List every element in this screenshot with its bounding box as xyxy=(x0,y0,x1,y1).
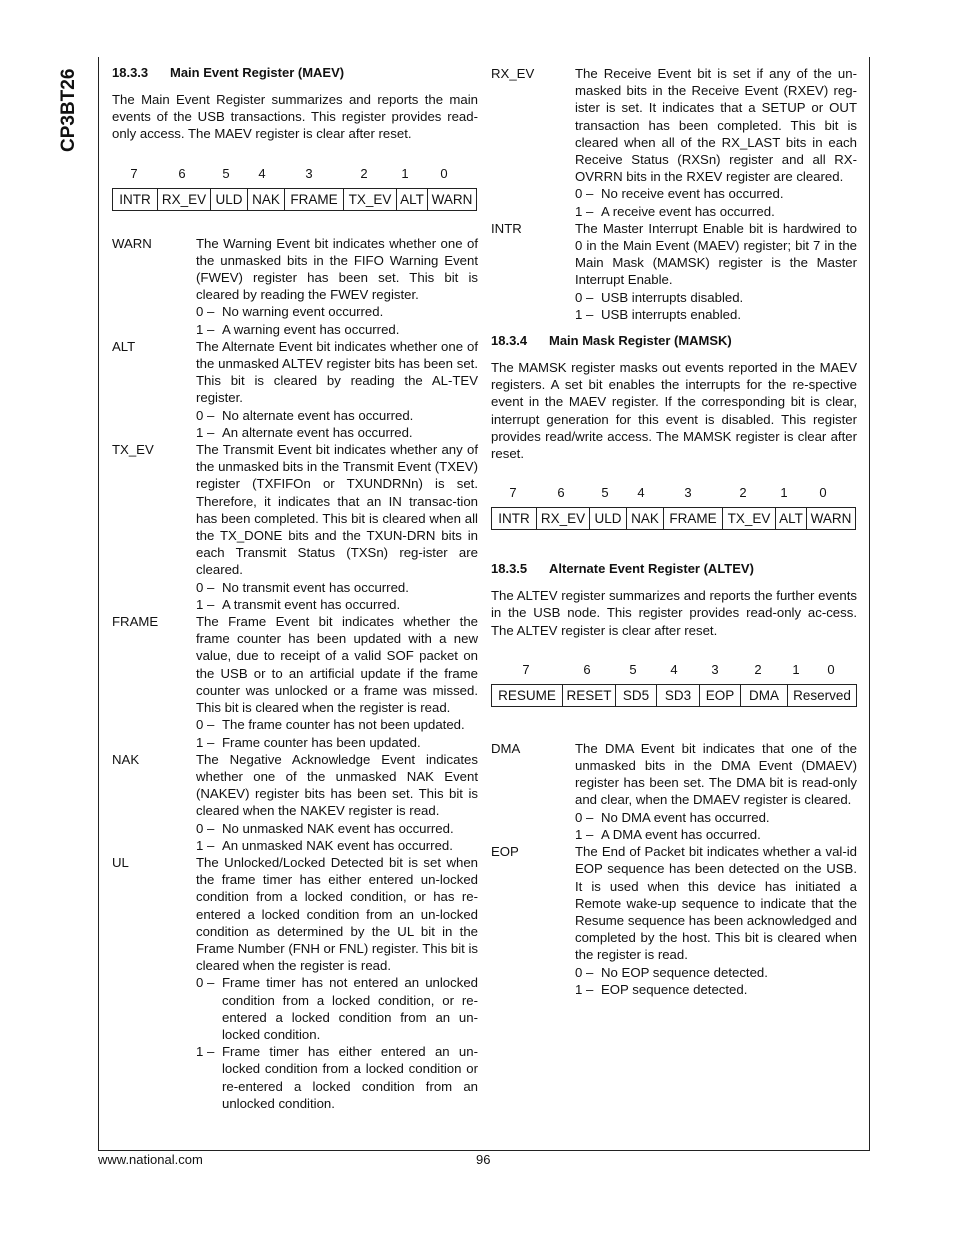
bit-value-option: 0 – USB interrupts disabled. xyxy=(575,289,744,305)
register-field: NAK xyxy=(627,508,664,530)
bit-value-option: 0 – No alternate event has occurred. xyxy=(196,407,414,423)
register-field: ALT xyxy=(397,188,428,210)
maev-heading: 18.3.3 Main Event Register (MAEV) xyxy=(112,65,345,80)
register-field: INTR xyxy=(492,508,537,530)
register-field: RESUME xyxy=(492,684,563,706)
bit-value-option: 1 – A DMA event has occurred. xyxy=(575,826,761,842)
maev-register-diagram xyxy=(112,165,478,211)
bit-name: TX_EV xyxy=(112,442,154,458)
register-field: ALT xyxy=(776,508,807,530)
bit-name: UL xyxy=(112,854,129,870)
bit-name: NAK xyxy=(112,751,140,767)
bit-number: 1 xyxy=(792,661,800,677)
bit-number: 4 xyxy=(258,165,266,181)
bit-number: 7 xyxy=(130,165,138,181)
bit-value-option: 0 – No EOP sequence detected. xyxy=(575,964,768,980)
register-field: RX_EV xyxy=(537,508,590,530)
register-field: RESET xyxy=(563,684,616,706)
bit-number: 4 xyxy=(637,485,645,501)
register-field: DMA xyxy=(741,684,788,706)
bit-definition xyxy=(112,854,478,1112)
register-field: TX_EV xyxy=(344,188,397,210)
bit-number: 7 xyxy=(509,485,517,501)
bit-description: The Warning Event bit indicates whether one of the unmasked bits in the FIFO Warning Event (FWEV) register has been set. This bit is cleared by reading the FWEV register. 0 – No warning event occurred. 1 – A warning event has occurred. xyxy=(196,235,478,337)
bit-number: 7 xyxy=(522,661,530,677)
bit-definition xyxy=(491,220,857,323)
altev-register-diagram xyxy=(491,661,857,707)
register-field: ULD xyxy=(211,188,248,210)
mamsk-intro: The MAMSK register masks out events reported in the MAEV registers. A set bit enables the interrupts for the re-spective event in the MAEV register. If the corresponding bit is clear, interrupt generation for this event is disabled. This register provides read/write access. The MAMSK register is clear after reset. xyxy=(491,360,857,462)
bit-number: 5 xyxy=(601,485,609,501)
mamsk-register-diagram xyxy=(491,484,857,530)
bit-description: The Negative Acknowledge Event indicates whether one of the unmasked NAK Event (NAKEV) register bits has been set. This bit is cleared when the NAKEV register is read. 0 – No unmasked NAK event has occurred. 1 – An unmasked NAK event has occurred. xyxy=(196,751,478,853)
mamsk-heading: 18.3.4 Main Mask Register (MAMSK) xyxy=(491,333,732,349)
bit-value-option: 0 – No warning event occurred. xyxy=(196,304,384,320)
bit-description: The Alternate Event bit indicates whether one of the unmasked ALTEV register bits has been set. This bit is cleared by reading the AL-TEV register. 0 – No alternate event has occurred. 1 – An alternate event has occurred. xyxy=(196,338,478,440)
register-field: FRAME xyxy=(285,188,344,210)
bit-description: The DMA Event bit indicates that one of the unmasked bits in the DMA Event (DMAEV) register has been set. The DMA bit is read-only and clear, when the DMAEV register is cleared. 0 – No DMA event has occurred. 1 – A DMA event has occurred. xyxy=(575,740,857,842)
bit-value-option: 1 – Frame timer has either entered an un-locked condition from a locked condition or re-entered a locked condition from an unlocked condition. xyxy=(196,1044,478,1111)
register-field: FRAME xyxy=(664,508,723,530)
bit-name: DMA xyxy=(491,740,521,756)
bit-value-option: 1 – EOP sequence detected. xyxy=(575,981,748,997)
bit-number: 2 xyxy=(360,165,368,181)
left-column xyxy=(112,65,478,1112)
bit-number: 3 xyxy=(684,485,692,501)
bit-description: The Frame Event bit indicates whether the frame counter has been updated with a new value, due to receipt of a valid SOF packet on the USB or to an artificial update if the frame counter was unlocked or a frame was missed. This bit is cleared when the register is read. 0 – The frame counter has not been updated. 1 – Frame counter has been updated. xyxy=(196,614,478,750)
bit-number: 4 xyxy=(670,661,678,677)
altev-intro: The ALTEV register summarizes and reports the further events in the USB node. This register provides read-only ac-cess. The ALTEV register is clear after reset. xyxy=(491,588,857,638)
bit-number: 5 xyxy=(222,165,230,181)
bit-description: The End of Packet bit indicates whether a val-id EOP sequence has been detected on the USB. It is used when this device has initiated a Remote wake-up sequence to indicate that the Resume sequence has been acknowledged and completed by the host. This bit is cleared when the register is read. 0 – No EOP sequence detected. 1 – EOP sequence detected. xyxy=(575,844,857,997)
side-title: CP3BT26 xyxy=(58,68,79,152)
bit-name: ALT xyxy=(112,338,136,354)
bit-value-option: 0 – No unmasked NAK event has occurred. xyxy=(196,820,454,836)
bit-value-option: 0 – No DMA event has occurred. xyxy=(575,809,770,825)
bit-value-option: 1 – A receive event has occurred. xyxy=(575,203,775,219)
altev-bit-definitions xyxy=(491,740,857,998)
bit-number: 0 xyxy=(440,165,448,181)
bit-value-option: 0 – No receive event has occurred. xyxy=(575,186,784,202)
bit-definition xyxy=(491,740,857,843)
bit-value-option: 1 – A transmit event has occurred. xyxy=(196,596,401,612)
bit-definition xyxy=(491,843,857,998)
bit-value-option: 1 – USB interrupts enabled. xyxy=(575,306,742,322)
bit-number: 6 xyxy=(583,661,591,677)
maev-bit-definitions xyxy=(112,235,478,1112)
bit-definition xyxy=(112,338,478,441)
bit-number: 0 xyxy=(827,661,835,677)
bit-value-option: 1 – An alternate event has occurred. xyxy=(196,424,413,440)
page-number: 96 xyxy=(476,1152,491,1167)
bit-value-option: 0 – Frame timer has not entered an unlocked condition from a locked condition, or re-entered a locked condition from an un-locked condition. xyxy=(196,975,478,1042)
register-field: RX_EV xyxy=(158,188,211,210)
bit-number: 3 xyxy=(711,661,719,677)
register-field: SD5 xyxy=(616,684,657,706)
bit-number: 5 xyxy=(629,661,637,677)
register-field: TX_EV xyxy=(723,508,776,530)
register-field: WARN xyxy=(807,508,856,530)
altev-heading: 18.3.5 Alternate Event Register (ALTEV) xyxy=(491,561,754,577)
bit-number: 6 xyxy=(557,485,565,501)
footer-url: www.national.com xyxy=(98,1152,203,1167)
bit-description: The Master Interrupt Enable bit is hardwired to 0 in the Main Event (MAEV) register; bit 7 in the Main Mask (MAMSK) register is the Master Interrupt Enable. 0 – USB interrupts disabled. 1 – USB interrupts enabled. xyxy=(575,220,857,322)
register-field: Reserved xyxy=(788,684,857,706)
maev-bit-definitions-cont xyxy=(491,65,857,323)
right-column xyxy=(491,65,857,998)
register-field: SD3 xyxy=(657,684,700,706)
bit-number: 2 xyxy=(739,485,747,501)
bit-definition xyxy=(112,235,478,338)
bit-value-option: 0 – The frame counter has not been updated. xyxy=(196,717,465,733)
bit-definition xyxy=(491,65,857,220)
maev-intro: The Main Event Register summarizes and reports the main events of the USB transactions. This register provides read-only access. The MAEV register is clear after reset. xyxy=(112,92,478,142)
bit-name: RX_EV xyxy=(491,66,535,81)
bit-value-option: 1 – A warning event has occurred. xyxy=(196,321,400,337)
bit-number: 1 xyxy=(780,485,788,501)
bit-number: 0 xyxy=(819,485,827,501)
bit-definition xyxy=(112,613,478,751)
bit-name: EOP xyxy=(491,844,519,860)
bit-number: 6 xyxy=(178,165,186,181)
bit-name: INTR xyxy=(491,220,522,236)
bit-definition xyxy=(112,441,478,613)
register-field: NAK xyxy=(248,188,285,210)
bit-definition xyxy=(112,751,478,854)
bit-description: The Receive Event bit is set if any of the un-masked bits in the Receive Event (RXEV) reg-ister is set. It indicates that a SETUP or OUT transaction has been completed. This bit is cleared when all of the RX_LAST bits in each Receive Status (RXSn) register and all RX-OVRRN bits in the RXEV register are cleared. 0 – No receive event has occurred. 1 – A receive event has occurred. xyxy=(575,66,857,219)
bit-description: The Unlocked/Locked Detected bit is set when the frame timer has either entered un-locked condition from a locked condition, or has re-entered a locked condition from an un-locked condition as determined by the UL bit in the Frame Number (FNH or FNL) register. This bit is cleared when the register is read. 0 – Frame timer has not entered an unlocked condition from a locked condition, or re-entered a locked condition from an un-locked condition. 1 – Frame timer has either entered an un-locked condition from a locked condition or re-entered a locked condition from an unlocked condition. xyxy=(196,854,478,1111)
bit-number: 1 xyxy=(401,165,409,181)
register-field: EOP xyxy=(700,684,741,706)
register-field: ULD xyxy=(590,508,627,530)
bit-name: WARN xyxy=(112,235,152,251)
bit-value-option: 1 – An unmasked NAK event has occurred. xyxy=(196,837,453,853)
register-field: WARN xyxy=(428,188,477,210)
bit-value-option: 1 – Frame counter has been updated. xyxy=(196,734,421,750)
bit-number: 3 xyxy=(305,165,313,181)
bit-description: The Transmit Event bit indicates whether any of the unmasked bits in the Transmit Event (TXEV) register (TXFIFOn or TXUNDRNn) is set. Therefore, it indicates that an IN transac-tion has been completed. This bit is cleared when all the TX_DONE bits and the TXUN-DRN bits in each Transmit Status (TXSn) reg-ister are cleared. 0 – No transmit event has occurred. 1 – A transmit event has occurred. xyxy=(196,442,478,612)
bit-number: 2 xyxy=(754,661,762,677)
bit-value-option: 0 – No transmit event has occurred. xyxy=(196,579,409,595)
bit-name: FRAME xyxy=(112,614,159,630)
register-field: INTR xyxy=(113,188,158,210)
